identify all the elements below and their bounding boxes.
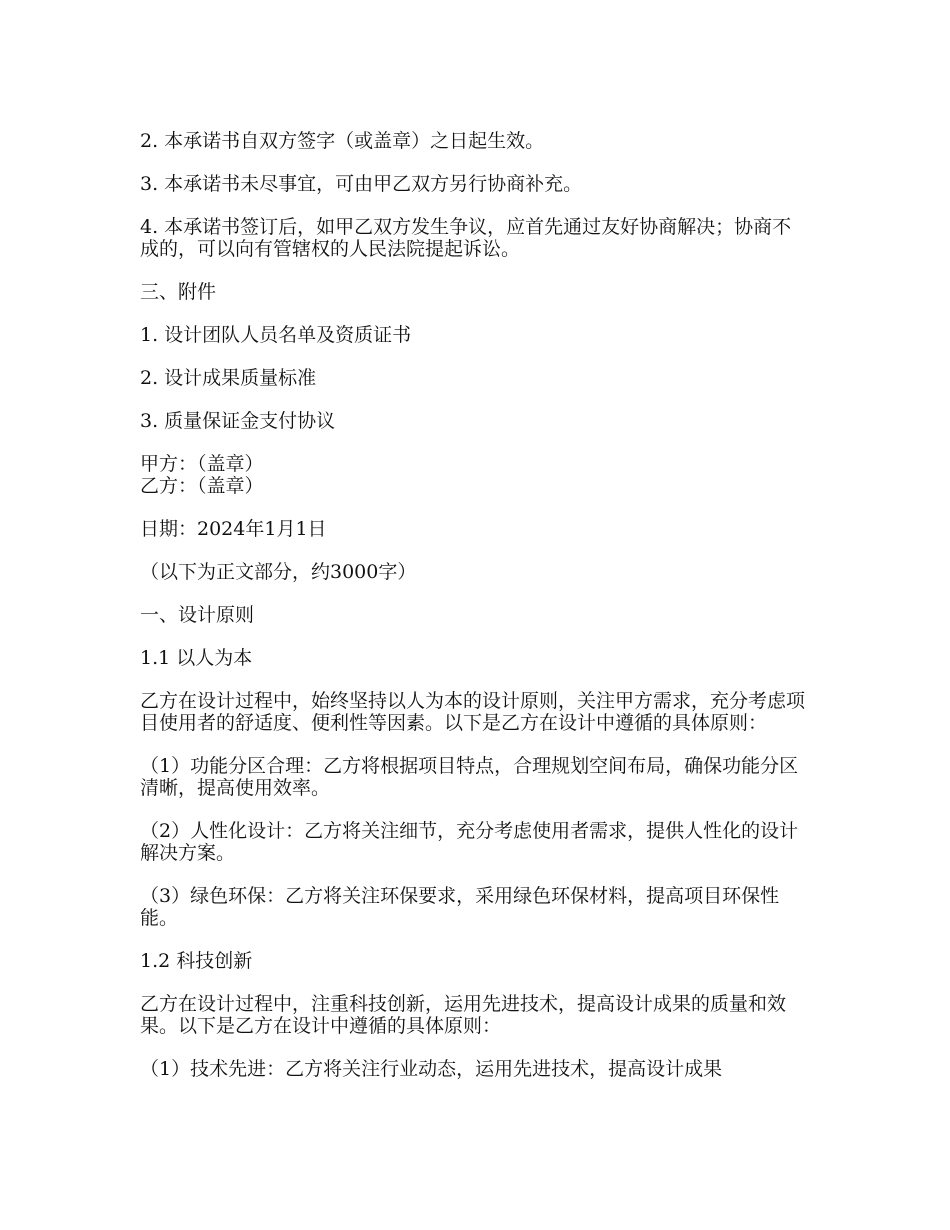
attachment-3: 3. 质量保证金支付协议 — [140, 410, 336, 432]
clause-3-supplement: 3. 本承诺书未尽事宜，可由甲乙双方另行协商补充。 — [140, 173, 583, 195]
subheading-people-oriented: 1.1 以人为本 — [140, 647, 253, 669]
item-green-environment: （3）绿色环保：乙方将关注环保要求，采用绿色环保材料，提高项目环保性能。 — [140, 885, 780, 929]
attachment-1: 1. 设计团队人员名单及资质证书 — [140, 324, 412, 346]
clause-4-dispute: 4. 本承诺书签订后，如甲乙双方发生争议，应首先通过友好协商解决；协商不成的，可以向有管辖权的人民法院提起诉讼。 — [140, 216, 792, 260]
attachment-2: 2. 设计成果质量标准 — [140, 367, 317, 389]
paragraph-tech-innovation: 乙方在设计过程中，注重科技创新，运用先进技术，提高设计成果的质量和效果。以下是乙方在设计中遵循的具体原则： — [140, 993, 787, 1037]
section-heading-attachments: 三、附件 — [140, 281, 217, 303]
paragraph-people-oriented: 乙方在设计过程中，始终坚持以人为本的设计原则，关注甲方需求，充分考虑项目使用者的舒适度、便利性等因素。以下是乙方在设计中遵循的具体原则： — [140, 690, 806, 734]
subheading-tech-innovation: 1.2 科技创新 — [140, 950, 253, 972]
item-advanced-technology: （1）技术先进：乙方将关注行业动态，运用先进技术，提高设计成果 — [140, 1058, 723, 1080]
party-b-seal: 乙方：（盖章） — [140, 475, 264, 497]
section-heading-design-principles: 一、设计原则 — [140, 604, 255, 626]
party-a-seal: 甲方：（盖章） — [140, 453, 264, 475]
document-page — [140, 130, 808, 1101]
body-note: （以下为正文部分，约3000字） — [140, 561, 417, 583]
signing-date: 日期：2024年1月1日 — [140, 518, 327, 540]
item-humanized-design: （2）人性化设计：乙方将关注细节，充分考虑使用者需求，提供人性化的设计解决方案。 — [140, 820, 799, 864]
item-functional-zoning: （1）功能分区合理：乙方将根据项目特点，合理规划空间布局，确保功能分区清晰，提高使用效率。 — [140, 755, 799, 799]
clause-2-effective: 2. 本承诺书自双方签字（或盖章）之日起生效。 — [140, 130, 545, 152]
